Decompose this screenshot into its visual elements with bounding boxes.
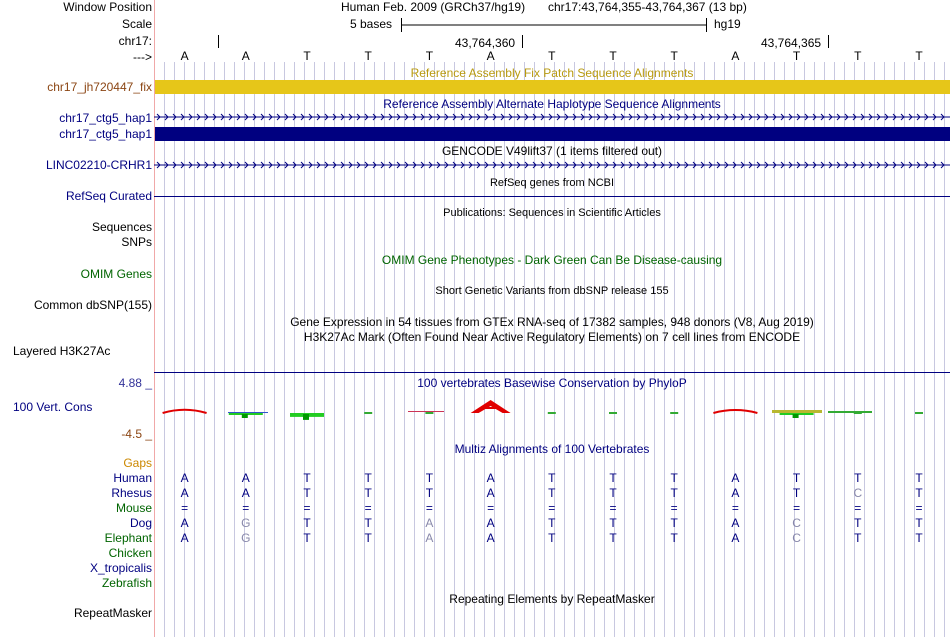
alignment-base: A bbox=[731, 471, 740, 485]
phylop-mark bbox=[915, 412, 923, 414]
species-label-human[interactable]: Human bbox=[113, 471, 152, 485]
alignment-base: = bbox=[487, 501, 495, 515]
alignment-base: T bbox=[548, 531, 556, 545]
conservation-max-value: 4.88 _ bbox=[118, 376, 152, 390]
reference-base: A bbox=[180, 49, 189, 63]
alignment-base: T bbox=[364, 531, 372, 545]
omim-track-label[interactable]: OMIM Genes bbox=[80, 267, 152, 281]
phylop-mark bbox=[828, 411, 872, 413]
alignment-base: = bbox=[793, 501, 801, 515]
alignment-base: T bbox=[364, 516, 372, 530]
sequences-track-label[interactable]: Sequences bbox=[91, 220, 152, 234]
phylop-mark-core bbox=[242, 414, 248, 418]
alignment-base: = bbox=[364, 501, 372, 515]
species-label-elephant[interactable]: Elephant bbox=[104, 531, 152, 545]
alignment-base: T bbox=[303, 516, 311, 530]
species-label-rhesus[interactable]: Rhesus bbox=[111, 486, 152, 500]
strand-arrow-label: ---> bbox=[133, 50, 152, 64]
alignment-base: A bbox=[180, 471, 189, 485]
reference-base: T bbox=[915, 49, 923, 63]
alignment-base: A bbox=[731, 531, 740, 545]
phylop-mark bbox=[548, 412, 556, 414]
coordinate-43764365: 43,764,365 bbox=[761, 36, 822, 50]
alignment-base: T bbox=[670, 516, 678, 530]
alignment-base: T bbox=[915, 516, 923, 530]
reference-base: T bbox=[548, 49, 556, 63]
alt-haplotype-track-title: Reference Assembly Alternate Haplotype Sequence Alignments bbox=[383, 97, 721, 111]
assembly-name: hg19 bbox=[714, 17, 741, 31]
window-position-label: Window Position bbox=[63, 0, 152, 14]
alt-haplotype-label-2[interactable]: chr17_ctg5_hap1 bbox=[59, 127, 152, 141]
omim-track-title: OMIM Gene Phenotypes - Dark Green Can Be Disease-causing bbox=[381, 253, 723, 267]
reference-base: A bbox=[731, 49, 740, 63]
alignment-base: = bbox=[548, 501, 556, 515]
alignment-base: T bbox=[609, 471, 617, 485]
phylop-mark bbox=[670, 412, 678, 414]
coordinate-43764360: 43,764,360 bbox=[455, 36, 516, 50]
phylop-mark bbox=[713, 410, 757, 413]
conservation-min-value: -4.5 _ bbox=[121, 427, 152, 441]
alignment-base: C bbox=[792, 531, 801, 545]
species-label-x_tropicalis[interactable]: X_tropicalis bbox=[89, 561, 152, 575]
phylop-mark bbox=[425, 412, 433, 414]
alignment-base: T bbox=[792, 486, 801, 500]
alignment-base: T bbox=[670, 471, 678, 485]
alignment-base: A bbox=[425, 516, 434, 530]
alignment-base: G bbox=[241, 516, 251, 530]
reference-base: T bbox=[425, 49, 434, 63]
reference-base: A bbox=[241, 49, 250, 63]
gencode-gene-label[interactable]: LINC02210-CRHR1 bbox=[45, 158, 152, 172]
alignment-base: T bbox=[915, 471, 923, 485]
fix-patch-track-title: Reference Assembly Fix Patch Sequence Alignments bbox=[410, 66, 694, 80]
alignment-base: A bbox=[180, 531, 189, 545]
reference-base: A bbox=[486, 49, 495, 63]
alignment-base: T bbox=[364, 486, 372, 500]
alignment-base: = bbox=[303, 501, 311, 515]
reference-base: T bbox=[792, 49, 801, 63]
scale-label: Scale bbox=[121, 17, 152, 31]
phylop-mark bbox=[772, 410, 822, 413]
phylop-mark bbox=[228, 412, 268, 413]
gaps-label[interactable]: Gaps bbox=[123, 456, 152, 470]
species-label-chicken[interactable]: Chicken bbox=[108, 546, 152, 560]
multiz-track-title: Multiz Alignments of 100 Vertebrates bbox=[454, 442, 650, 456]
alignment-base: A bbox=[180, 516, 189, 530]
alignment-base: G bbox=[241, 531, 251, 545]
species-label-mouse[interactable]: Mouse bbox=[115, 501, 152, 515]
alignment-base: T bbox=[792, 471, 801, 485]
alignment-base: T bbox=[854, 531, 862, 545]
assembly-title: Human Feb. 2009 (GRCh37/hg19) bbox=[341, 0, 526, 14]
alignment-base: T bbox=[364, 471, 372, 485]
conservation-track-label[interactable]: 100 Vert. Cons bbox=[13, 400, 93, 414]
phylop-mark bbox=[408, 411, 444, 412]
alignment-base: = bbox=[425, 501, 433, 515]
refseq-track-title: RefSeq genes from NCBI bbox=[489, 177, 615, 189]
alignment-base: T bbox=[548, 486, 556, 500]
alignment-base: A bbox=[486, 486, 495, 500]
repeatmasker-track-label[interactable]: RepeatMasker bbox=[73, 606, 152, 620]
alignment-base: A bbox=[486, 516, 495, 530]
alignment-base: T bbox=[425, 471, 434, 485]
alignment-base: T bbox=[425, 486, 434, 500]
snps-track-label[interactable]: SNPs bbox=[121, 235, 152, 249]
alignment-base: C bbox=[792, 516, 801, 530]
alignment-base: = bbox=[670, 501, 678, 515]
alignment-base: T bbox=[670, 531, 678, 545]
reference-base: T bbox=[303, 49, 311, 63]
alignment-base: T bbox=[303, 531, 311, 545]
alignment-base: T bbox=[915, 531, 923, 545]
alignment-base: T bbox=[609, 486, 617, 500]
alignment-base: = bbox=[181, 501, 189, 515]
refseq-track-label[interactable]: RefSeq Curated bbox=[65, 189, 152, 203]
reference-base: T bbox=[670, 49, 678, 63]
conservation-track-title: 100 vertebrates Basewise Conservation by PhyloP bbox=[417, 376, 687, 390]
alignment-base: T bbox=[854, 471, 862, 485]
phylop-mark-bar bbox=[484, 407, 498, 409]
dbsnp-track-label[interactable]: Common dbSNP(155) bbox=[33, 298, 152, 312]
chromosome-label: chr17: bbox=[118, 34, 152, 48]
species-label-dog[interactable]: Dog bbox=[129, 516, 152, 530]
alignment-base: A bbox=[241, 471, 250, 485]
alignment-base: T bbox=[609, 531, 617, 545]
alignment-base: T bbox=[854, 516, 862, 530]
h3k27ac-track-label[interactable]: Layered H3K27Ac bbox=[13, 344, 111, 358]
alignment-base: = bbox=[915, 501, 923, 515]
alignment-base: T bbox=[915, 486, 923, 500]
phylop-mark-core bbox=[303, 414, 309, 420]
phylop-mark bbox=[609, 412, 617, 414]
alignment-base: = bbox=[242, 501, 250, 515]
h3k27ac-track-title: H3K27Ac Mark (Often Found Near Active Regulatory Elements) on 7 cell lines from ENCODE bbox=[303, 330, 801, 344]
repeatmasker-track-title: Repeating Elements by RepeatMasker bbox=[449, 592, 655, 606]
fix-patch-track-label[interactable]: chr17_jh720447_fix bbox=[47, 80, 152, 94]
reference-base: T bbox=[364, 49, 372, 63]
phylop-mark-core bbox=[793, 414, 799, 418]
phylop-mark bbox=[364, 412, 372, 414]
alignment-base: A bbox=[731, 516, 740, 530]
alignment-base: A bbox=[731, 486, 740, 500]
alignment-base: A bbox=[241, 486, 250, 500]
alignment-base: T bbox=[670, 486, 678, 500]
alignment-base: = bbox=[731, 501, 739, 515]
alignment-base: A bbox=[425, 531, 434, 545]
alignment-base: A bbox=[180, 486, 189, 500]
publications-track-title: Publications: Sequences in Scientific Articles bbox=[443, 207, 661, 219]
alignment-base: T bbox=[303, 486, 311, 500]
gtex-track-title: Gene Expression in 54 tissues from GTEx RNA-seq of 17382 samples, 948 donors (V8, Aug 2019) bbox=[290, 315, 814, 329]
reference-base: T bbox=[609, 49, 617, 63]
alignment-base: C bbox=[853, 486, 863, 500]
alignment-base: T bbox=[303, 471, 311, 485]
reference-base: T bbox=[854, 49, 862, 63]
alt-haplotype-alignment-bar bbox=[155, 127, 950, 141]
alignment-base: T bbox=[548, 471, 556, 485]
alignment-base: A bbox=[486, 471, 495, 485]
gencode-track-title: GENCODE V49lift37 (1 items filtered out) bbox=[441, 144, 663, 158]
dbsnp-track-title: Short Genetic Variants from dbSNP release 155 bbox=[435, 285, 669, 297]
scale-bar-text: 5 bases bbox=[350, 17, 393, 31]
alignment-base: = bbox=[609, 501, 617, 515]
species-label-zebrafish[interactable]: Zebrafish bbox=[101, 576, 152, 590]
alignment-base: T bbox=[548, 516, 556, 530]
alt-haplotype-label-1[interactable]: chr17_ctg5_hap1 bbox=[59, 111, 152, 125]
alignment-base: A bbox=[486, 531, 495, 545]
alignment-base: T bbox=[609, 516, 617, 530]
fix-patch-alignment-bar bbox=[155, 80, 950, 94]
alignment-base: = bbox=[854, 501, 862, 515]
position-readout: chr17:43,764,355-43,764,367 (13 bp) bbox=[548, 0, 747, 14]
